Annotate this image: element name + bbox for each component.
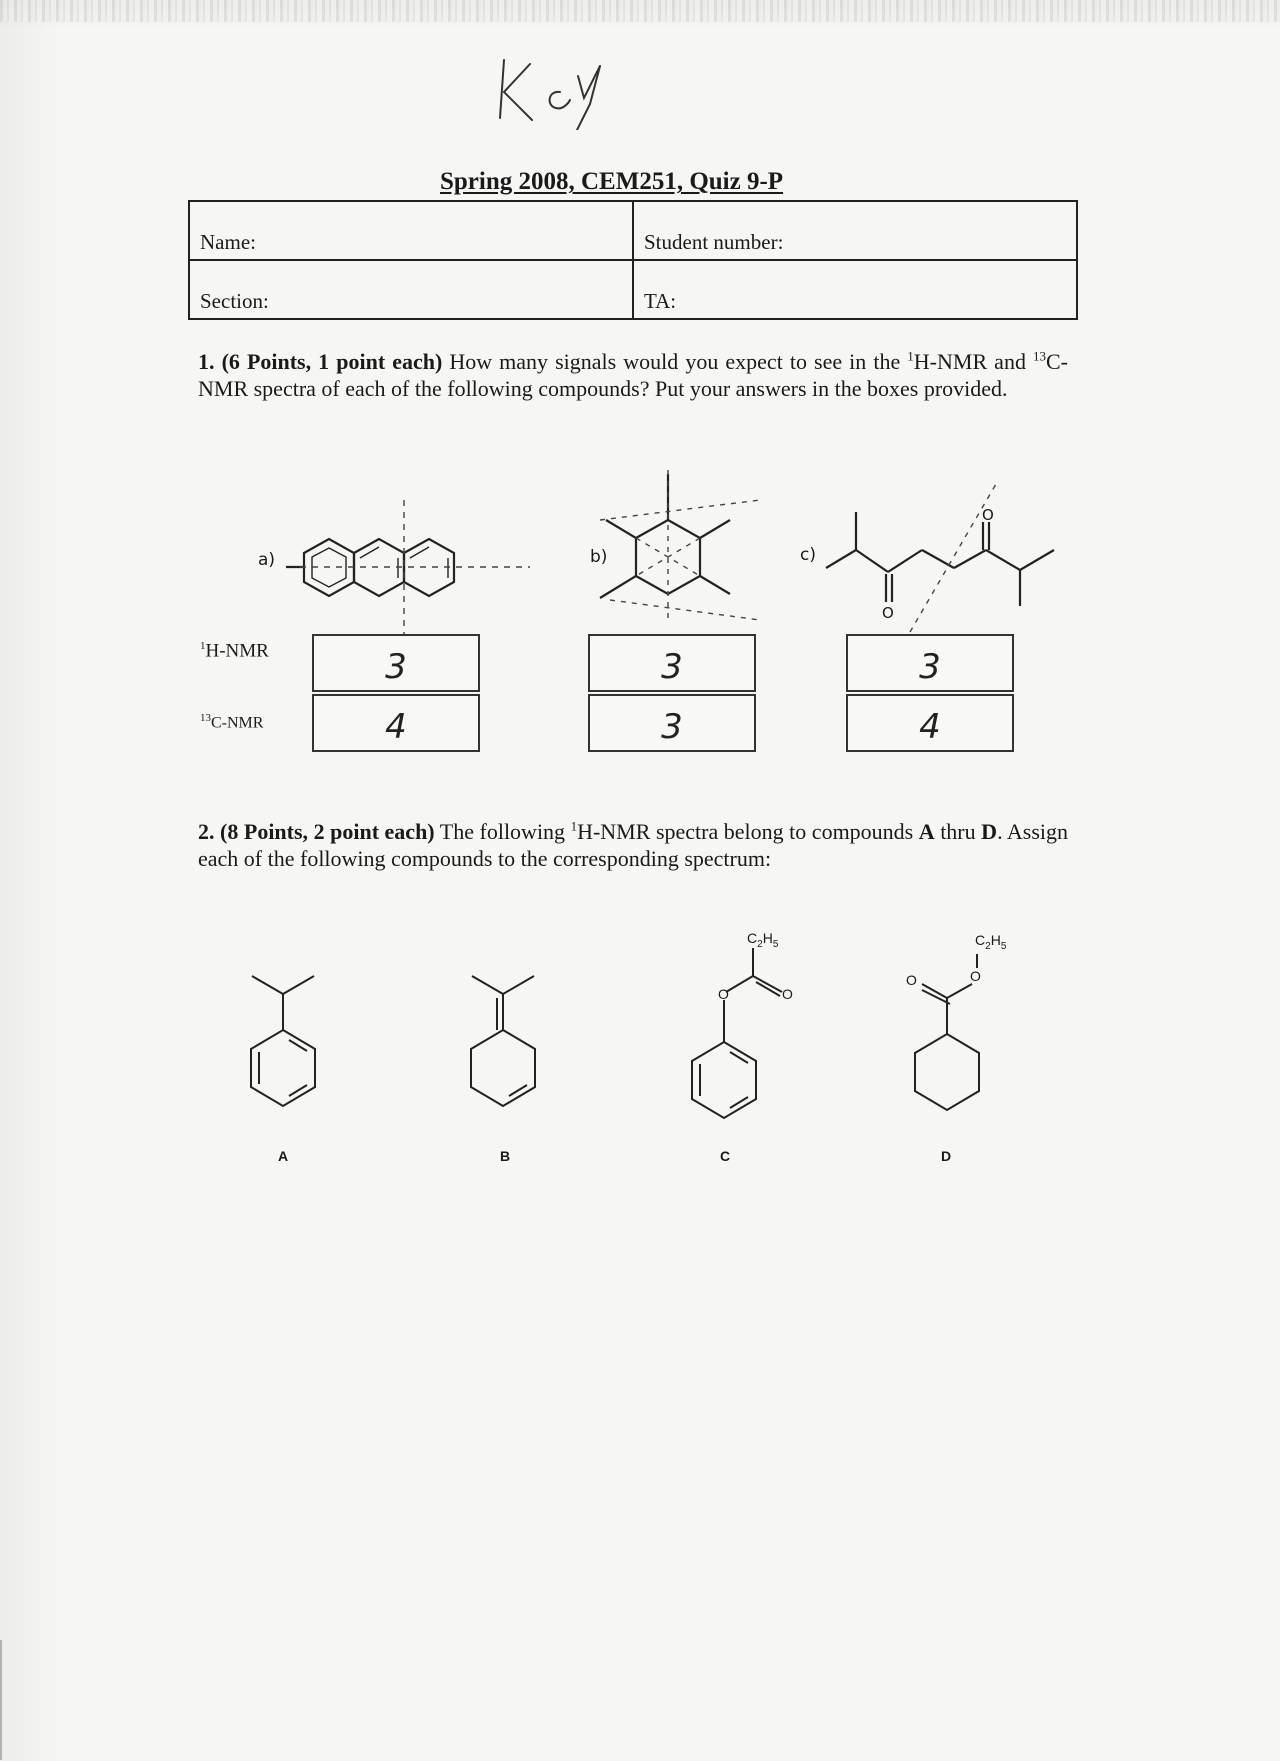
structure-c-ethyl: $C_2H_5$ [747,930,779,950]
compound-label-a: a) [258,550,276,570]
structure-label-d: D [941,1148,952,1164]
answer-a-h-nmr: 3 [385,647,407,687]
c-nmr-row-text: C-NMR [211,714,264,732]
structure-label-c: C [720,1148,731,1164]
question-1-number: 1. [198,349,215,374]
structure-d-ethyl: $C_2H_5$ [975,932,1007,952]
page-title: Spring 2008, CEM251, Quiz 9-P [440,168,784,195]
question-2-h-sup: 1 [570,818,578,834]
name-field[interactable]: Name: [189,201,633,260]
answer-a-c-nmr: 4 [385,707,407,747]
ta-field[interactable]: TA: [633,260,1077,319]
structure-d-ester-oxygen: O [970,968,981,984]
structure-label-a: A [278,1148,289,1164]
compound-label-c: c) [800,545,816,565]
question-2-points: (8 Points, 2 point each) [220,819,435,844]
answer-b-h-nmr: 3 [661,647,683,687]
structure-a [251,976,315,1106]
question-1-prompt-b: H-NMR and [913,349,1033,374]
answer-c-c-nmr: 4 [919,707,941,747]
h-nmr-row-sup: 1 [200,640,206,652]
structure-c [692,948,782,1118]
answer-c-h-nmr: 3 [919,647,941,687]
question-2-number: 2. [198,819,215,844]
question-1-prompt-c: C-NMR spectra of each of the following compounds? Put your answers in the boxes provided. [198,349,1068,401]
section-field[interactable]: Section: [189,260,633,319]
question-2-compound-a: A [918,819,935,844]
c-nmr-row-sup: 13 [200,712,211,724]
question-1-prompt-a: How many signals would you expect to see in the [442,349,908,374]
compound-c-oxygen-bottom: O [882,604,894,622]
answer-b-c-nmr: 3 [661,707,683,747]
compound-label-b: b) [590,547,608,567]
structure-b [471,976,535,1106]
structure-label-b: B [500,1148,511,1164]
question-1-c-sup: 13 [1033,348,1046,364]
question-2-prompt-c: . Assign each of the following compounds to the corresponding spectrum: [198,819,1068,871]
question-2-thru: thru [934,819,982,844]
structure-d-carbonyl-oxygen: O [906,972,917,988]
question-2-prompt-a: The following [434,819,571,844]
structure-c-ester-oxygen: O [718,986,729,1002]
question-1-h-sup: 1 [907,348,914,364]
question-2-compound-d: D [981,819,998,844]
h-nmr-row-text: H-NMR [205,640,269,662]
question-1-points: (6 Points, 1 point each) [221,349,443,374]
structure-c-carbonyl-oxygen: O [782,986,793,1002]
compound-c-oxygen-top: O [982,506,994,524]
question-2-prompt-b: H-NMR spectra belong to compounds [577,819,919,844]
student-number-field[interactable]: Student number: [633,201,1077,260]
